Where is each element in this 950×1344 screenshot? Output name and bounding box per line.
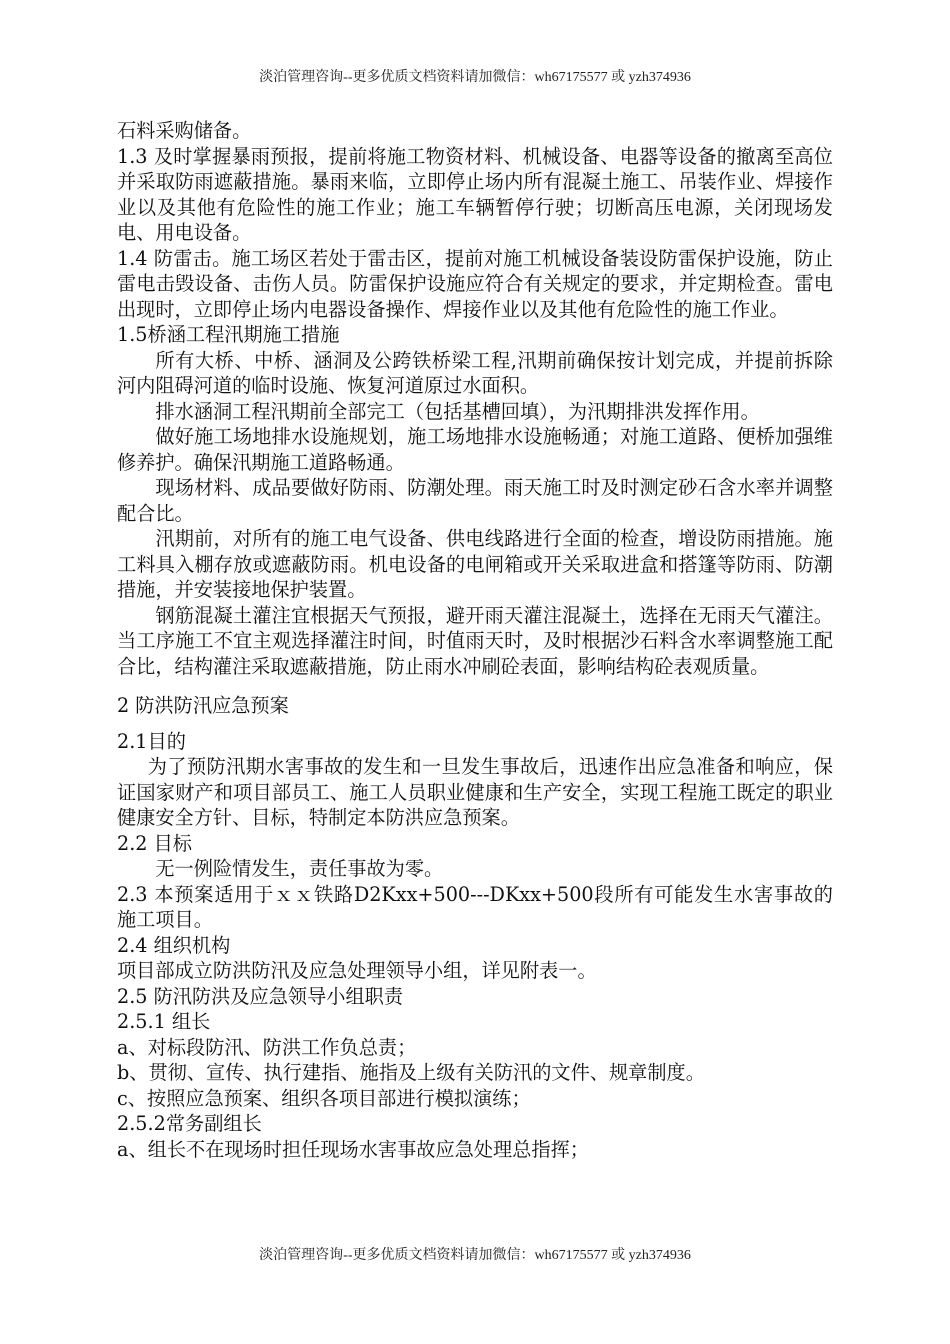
page-header: 淡泊管理咨询--更多优质文档资料请加微信：wh67175577 或 yzh374936 <box>259 70 691 85</box>
paragraph: 项目部成立防洪防汛及应急处理领导小组，详见附表一。 <box>117 959 597 982</box>
paragraph: 石料采购储备。 <box>117 119 252 142</box>
list-item: a、组长不在现场时担任现场水害事故应急处理总指挥； <box>117 1137 589 1161</box>
page-footer: 淡泊管理咨询--更多优质文档资料请加微信：wh67175577 或 yzh374936 <box>259 1248 691 1263</box>
list-item: a、对标段防汛、防洪工作负总责； <box>117 1035 417 1059</box>
heading-2-5-1: 2.5.1 组长 <box>117 1010 211 1033</box>
paragraph: 现场材料、成品要做好防雨、防潮处理。雨天施工时及时测定砂石含水率并调整配合比。 <box>117 476 833 525</box>
heading-2-2: 2.2 目标 <box>117 831 192 855</box>
heading-2: 2 防洪防汛应急预案 <box>117 694 289 717</box>
section-1-3: 1.3 及时掌握暴雨预报，提前将施工物资材料、机械设备、电器等设备的撤离至高位并采取防雨遮蔽措施。暴雨来临，立即停止场内所有混凝土施工、吊装作业、焊接作业以及其他有危险性的施工作业；施工车辆暂停行驶；切断高压电源，关闭现场发电、用电设备。 <box>117 144 833 244</box>
list-item: b、贯彻、宣传、执行建指、施指及上级有关防汛的文件、规章制度。 <box>117 1061 705 1084</box>
paragraph: 所有大桥、中桥、涵洞及公跨铁桥梁工程,汛期前确保按计划完成，并提前拆除河内阻碍河道的临时设施、恢复河道原过水面积。 <box>117 348 833 397</box>
section-1-4: 1.4 防雷击。施工场区若处于雷击区，提前对施工机械设备装设防雷保护设施，防止雷电击毁设备、击伤人员。防雷保护设施应符合有关规定的要求，并定期检查。雷电出现时，立即停止场内电器设备操作、焊接作业以及其他有危险性的施工作业。 <box>117 246 833 321</box>
paragraph: 钢筋混凝土灌注宜根据天气预报，避开雨天灌注混凝土，选择在无雨天气灌注。当工序施工不宜主观选择灌注时间，时值雨天时，及时根据沙石料含水率调整施工配合比，结构灌注采取遮蔽措施，防止雨水冲刷砼表面，影响结构砼表观质量。 <box>117 603 833 678</box>
heading-1-5: 1.5桥涵工程汛期施工措施 <box>117 323 340 346</box>
paragraph: 为了预防汛期水害事故的发生和一旦发生事故后，迅速作出应急准备和响应，保证国家财产和项目部员工、施工人员职业健康和生产安全，实现工程施工既定的职业健康安全方针、目标，特制定本防洪应急预案。 <box>117 755 833 829</box>
list-item: c、按照应急预案、组织各项目部进行模拟演练； <box>117 1086 531 1110</box>
paragraph: 汛期前，对所有的施工电气设备、供电线路进行全面的检查，增设防雨措施。施工料具入棚存放或遮蔽防雨。机电设备的电闸箱或开关采取进盒和搭篷等防雨、防潮措施，并安装接地保护装置。 <box>117 527 833 601</box>
heading-2-4: 2.4 组织机构 <box>117 933 231 957</box>
heading-2-5-2: 2.5.2常务副组长 <box>117 1112 262 1135</box>
document-body <box>117 118 833 1162</box>
paragraph: 做好施工场地排水设施规划，施工场地排水设施畅通；对施工道路、便桥加强维修养护。确保汛期施工道路畅通。 <box>117 425 833 474</box>
section-2-3: 2.3 本预案适用于ｘｘ铁路D2Kxx+500---DKxx+500段所有可能发生水害事故的施工项目。 <box>117 882 833 931</box>
paragraph: 无一例险情发生，责任事故为零。 <box>155 857 444 880</box>
paragraph: 排水涵洞工程汛期前全部完工（包括基槽回填），为汛期排洪发挥作用。 <box>155 399 760 423</box>
heading-2-5: 2.5 防汛防洪及应急领导小组职责 <box>117 984 404 1008</box>
heading-2-1: 2.1目的 <box>117 729 186 753</box>
